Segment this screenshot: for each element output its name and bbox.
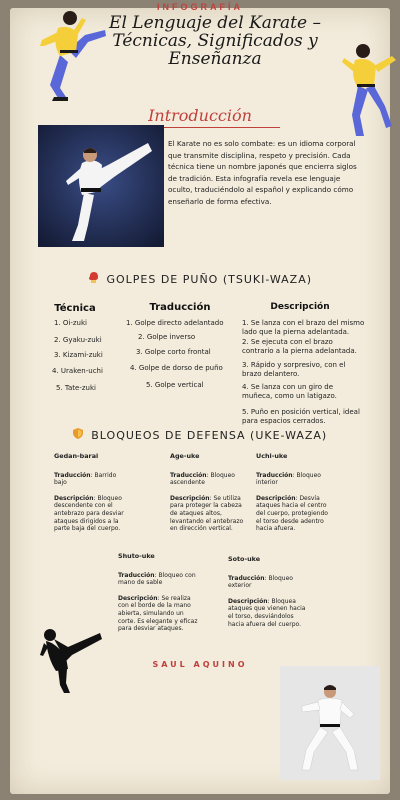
block-name: Gedan-barai	[54, 452, 99, 460]
punch-tecnica-1: 1. Oi-zuki	[54, 319, 87, 327]
punch-descripcion-2: 2. Se ejecuta con el brazo contrario a la pierna adelantada.	[242, 338, 357, 355]
punch-traduccion-4: 4. Golpe de dorso de puño	[130, 364, 223, 372]
desc-label: Descripción	[228, 597, 268, 605]
trad-label: Traducción	[228, 574, 265, 582]
block-descripcion: Se realiza con el borde de la mano abierta, simulando un corte. Es elegante y eficaz para desviar ataques.	[118, 594, 198, 633]
punches-section-title	[0, 272, 400, 286]
shield-icon	[73, 428, 83, 442]
punch-traduccion-2: 2. Golpe inverso	[138, 333, 196, 341]
trad-label: Traducción	[54, 471, 91, 479]
title-line-3: Enseñanza	[168, 49, 262, 69]
punch-descripcion-3: 3. Rápido y sorpresivo, con el brazo delantero.	[242, 361, 346, 378]
block-traduccion: Bloqueo ascendente	[170, 471, 235, 487]
intro-paragraph: El Karate no es solo combate: es un idioma corporal que transmite disciplina, respeto y precisión. Cada técnica tiene un nombre japonés que encierra siglos de tradición. Esta infografía revela ese lenguaje oculto, traduciéndolo al español y explicando cómo enseñarlo de forma efectiva.	[168, 139, 357, 206]
punch-tecnica-4: 4. Uraken-uchi	[52, 367, 103, 375]
blocks-section-label: BLOQUEOS DE DEFENSA (UKE-WAZA)	[91, 429, 328, 442]
block-descripcion: Bloquea ataques que vienen hacia el torso, desviándolos hacia afuera del cuerpo.	[228, 597, 306, 628]
desc-label: Descripción	[256, 494, 296, 502]
block-age-uke: Age-uke Traducción: Bloqueo ascendente Descripción: Se utiliza para proteger la cabeza de ataques altos, levantando el antebrazo en dirección vertical.	[170, 453, 246, 541]
punch-tecnica-3: 3. Kizami-zuki	[54, 351, 103, 359]
block-traduccion: Bloqueo exterior	[228, 574, 293, 590]
punch-tecnica-5: 5. Tate-zuki	[56, 384, 96, 392]
trad-label: Traducción	[170, 471, 207, 479]
block-uchi-uke: Uchi-uke Traducción: Bloqueo interior Descripción: Desvía ataques hacia el centro del cuerpo, protegiendo el torso desde adentro hacia afuera.	[256, 453, 332, 541]
punch-descripcion-5: 5. Puño en posición vertical, ideal para espacios cerrados.	[242, 408, 360, 425]
block-descripcion: Bloqueo descendente con el antebrazo para desviar ataques dirigidos a la parte baja del cuerpo.	[54, 494, 124, 533]
block-traduccion: Bloqueo con mano de sable	[118, 571, 196, 587]
block-gedan-barai: Gedan-barai Traducción: Barrido bajo Descripción: Bloqueo descendente con el antebrazo para desviar ataques dirigidos a la parte baja del cuerpo.	[54, 453, 128, 541]
block-traduccion: Bloqueo interior	[256, 471, 321, 487]
block-name: Age-uke	[170, 452, 200, 460]
karate-stance-photo	[280, 666, 380, 780]
karate-kick-photo	[38, 125, 164, 247]
kicker-label: INFOGRAFÍA	[157, 2, 243, 12]
block-soto-uke: Soto-uke Traducción: Bloqueo exterior Descripción: Bloquea ataques que vienen hacia el torso, desviándolos hacia afuera del cuerpo.	[228, 556, 308, 636]
punch-descripcion-4: 4. Se lanza con un giro de muñeca, como un latigazo.	[242, 383, 337, 400]
block-name: Soto-uke	[228, 555, 261, 563]
block-traduccion: Barrido bajo	[54, 471, 117, 487]
block-name: Shuto-uke	[118, 552, 155, 560]
punch-descripcion-1: 1. Se lanza con el brazo del mismo lado que la pierna adelantada.	[242, 319, 365, 336]
block-descripcion: Se utiliza para proteger la cabeza de ataques altos, levantando el antebrazo en dirección vertical.	[170, 494, 244, 533]
kicking-figure-illustration-right	[330, 40, 400, 140]
punch-tecnica-2: 2. Gyaku-zuki	[54, 336, 102, 344]
block-descripcion: Desvía ataques hacia el centro del cuerpo, protegiendo el torso desde adentro hacia afuera.	[256, 494, 328, 533]
punch-traduccion-3: 3. Golpe corto frontal	[136, 348, 211, 356]
punches-section-label: GOLPES DE PUÑO (TSUKI-WAZA)	[106, 273, 313, 286]
desc-label: Descripción	[170, 494, 210, 502]
col-header-traduccion: Traducción	[149, 302, 211, 313]
blocks-section-title	[0, 428, 400, 442]
punch-traduccion-5: 5. Golpe vertical	[146, 381, 204, 389]
author-credit: SAUL AQUINO	[152, 660, 248, 669]
block-shuto-uke: Shuto-uke Traducción: Bloqueo con mano de sable Descripción: Se realiza con el borde de la mano abierta, simulando un corte. Es elegante y eficaz para desviar ataques.	[118, 552, 198, 633]
page-title	[95, 14, 335, 68]
trad-label: Traducción	[118, 571, 155, 579]
desc-label: Descripción	[54, 494, 94, 502]
boxing-glove-icon	[88, 272, 98, 286]
intro-heading: Introducción	[148, 106, 252, 125]
title-line-2: Técnicas, Significados y	[112, 31, 318, 51]
desc-label: Descripción	[118, 594, 158, 602]
col-header-descripcion: Descripción	[270, 302, 330, 312]
trad-label: Traducción	[256, 471, 293, 479]
block-name: Uchi-uke	[256, 452, 288, 460]
punch-traduccion-1: 1. Golpe directo adelantado	[126, 319, 224, 327]
title-line-1: El Lenguaje del Karate –	[109, 13, 321, 33]
col-header-tecnica: Técnica	[54, 303, 96, 314]
